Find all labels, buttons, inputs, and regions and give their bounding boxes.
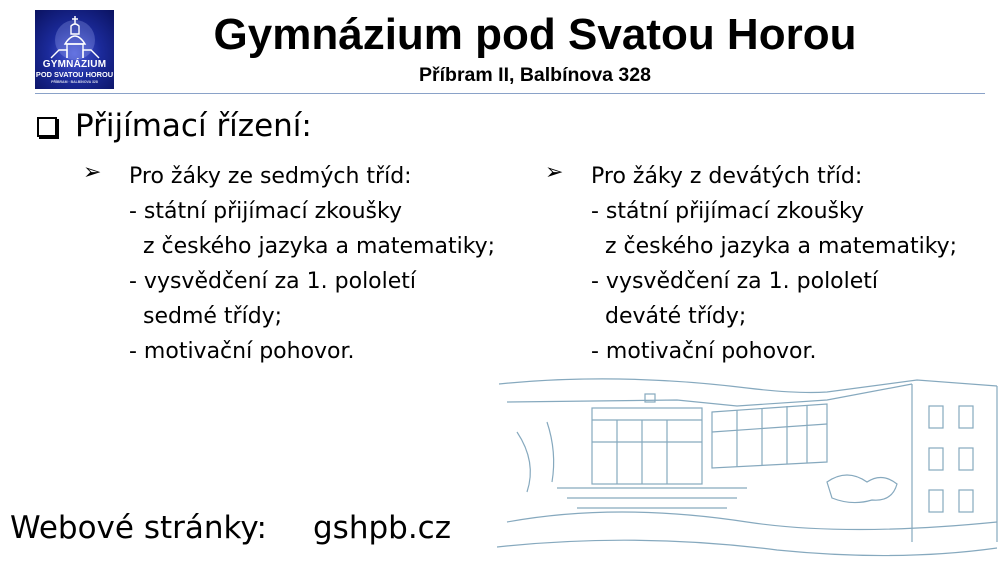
school-logo (35, 10, 114, 89)
column-ninth-grade (545, 160, 957, 369)
list-item: - státní přijímací zkoušky (591, 199, 864, 224)
section-heading (37, 108, 312, 144)
column-lead: Pro žáky z devátých tříd: (591, 164, 863, 189)
list-item: - motivační pohovor. (591, 339, 817, 364)
school-building-sketch (497, 372, 999, 562)
column-lead: Pro žáky ze sedmých tříd: (129, 164, 412, 189)
header-divider (35, 93, 985, 94)
page-subtitle: Příbram II, Balbínova 328 (419, 64, 651, 86)
arrow-bullet-icon: ➢ (545, 160, 564, 185)
logo-line2: POD SVATOU HOROU (35, 70, 114, 79)
list-item: z českého jazyka a matematiky; (591, 234, 958, 259)
list-item: sedmé třídy; (129, 304, 283, 329)
list-item: - motivační pohovor. (129, 339, 355, 364)
page-title: Gymnázium pod Svatou Horou (213, 10, 857, 59)
list-item: deváté třídy; (591, 304, 747, 329)
list-item: - vysvědčení za 1. pololetí (591, 269, 879, 294)
list-item: - vysvědčení za 1. pololetí (129, 269, 417, 294)
checkbox-bullet-icon (37, 117, 57, 137)
logo-line3: PŘÍBRAM · BALBÍNOVA 328 (51, 80, 98, 84)
list-item: z českého jazyka a matematiky; (129, 234, 496, 259)
website-link[interactable]: gshpb.cz (313, 510, 452, 546)
arrow-bullet-icon: ➢ (83, 160, 102, 185)
column-seventh-grade (83, 160, 495, 369)
website-label: Webové stránky: (10, 510, 267, 546)
section-heading-text: Přijímací řízení: (75, 108, 312, 144)
logo-line1: GYMNÁZIUM (42, 59, 107, 70)
list-item: - státní přijímací zkoušky (129, 199, 402, 224)
website-footer (10, 510, 451, 546)
